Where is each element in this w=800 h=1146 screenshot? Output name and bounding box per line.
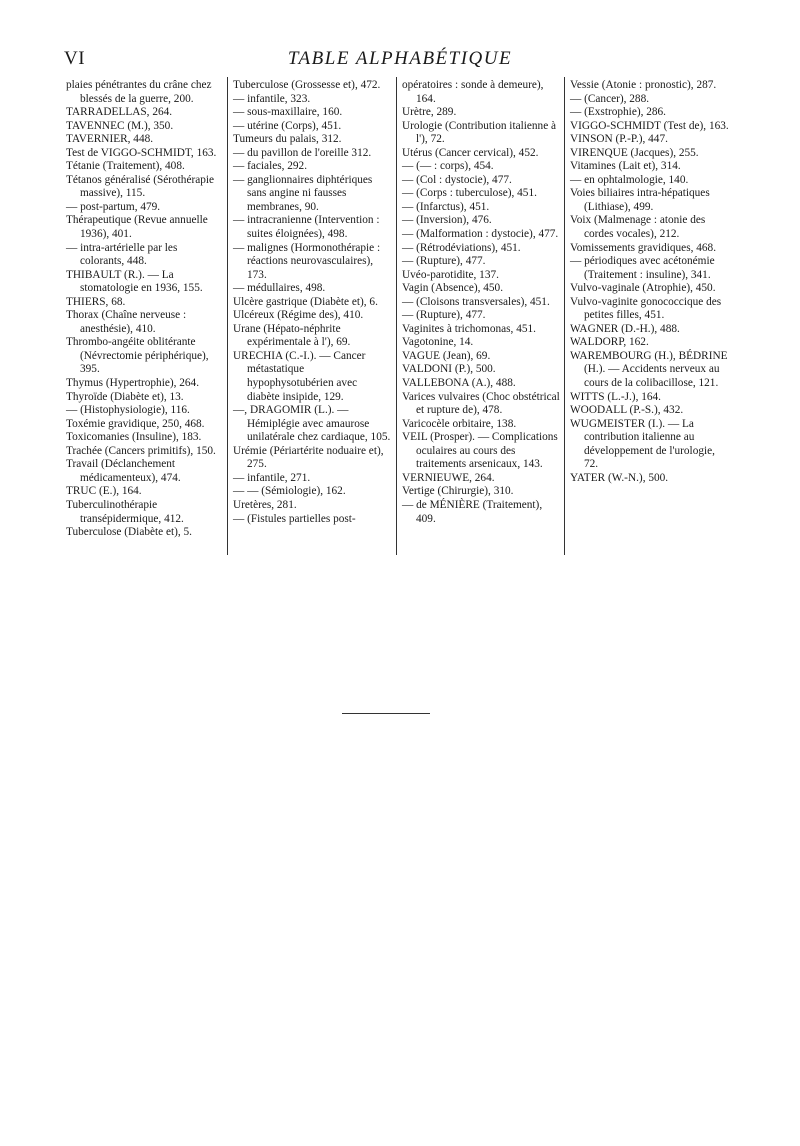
index-entry: — infantile, 271. bbox=[233, 471, 311, 484]
index-entry: Tétanie (Traitement), 408. bbox=[66, 160, 185, 173]
index-entry: — (Rupture), 477. bbox=[402, 255, 486, 268]
index-entry: — de MÉNIÈRE (Traitement), 409. bbox=[402, 498, 543, 525]
index-entry: Tuberculinothérapie transépidermique, 412. bbox=[66, 498, 184, 525]
column-divider bbox=[564, 77, 565, 555]
index-entry: VINSON (P.-P.), 447. bbox=[570, 133, 668, 146]
index-entry: Voies biliaires intra-hépatiques (Lithiase), 499. bbox=[570, 187, 710, 213]
index-entry: — (Cancer), 288. bbox=[570, 92, 650, 105]
index-entry: Trachée (Cancers primitifs), 150. bbox=[66, 444, 216, 457]
index-entry: VALDONI (P.), 500. bbox=[402, 363, 496, 376]
index-entry: Tumeurs du palais, 312. bbox=[233, 133, 342, 146]
index-entry: WUGMEISTER (I.). — La contribution italienne au développement de l'urologie, 72. bbox=[570, 417, 715, 471]
index-entry: WALDORP, 162. bbox=[570, 336, 649, 349]
index-column-2 bbox=[233, 79, 392, 526]
index-entry: Vitamines (Lait et), 314. bbox=[570, 160, 681, 173]
index-entry: — du pavillon de l'oreille 312. bbox=[233, 146, 372, 159]
index-entry: Urane (Hépato-néphrite expérimentale à l'), 69. bbox=[233, 322, 351, 349]
index-entry: — périodiques avec acétonémie (Traitement : insuline), 341. bbox=[570, 255, 715, 281]
index-entry: Urètre, 289. bbox=[402, 106, 457, 119]
index-entry: WITTS (L.-J.), 164. bbox=[570, 390, 661, 403]
index-entry: YATER (W.-N.), 500. bbox=[570, 471, 669, 484]
index-entry: — ganglionnaires diphtériques sans angine ni fausses membranes, 90. bbox=[233, 173, 373, 213]
index-entry: — post-partum, 479. bbox=[66, 200, 161, 213]
index-entry: — infantile, 323. bbox=[233, 92, 311, 105]
index-entry: TRUC (E.), 164. bbox=[66, 485, 142, 498]
index-entry: Ulcère gastrique (Diabète et), 6. bbox=[233, 295, 378, 308]
index-entry: — — (Sémiologie), 162. bbox=[233, 485, 346, 498]
column-divider bbox=[396, 77, 397, 555]
index-entry: TAVERNIER, 448. bbox=[66, 133, 154, 146]
index-entry: — (Cloisons transversales), 451. bbox=[402, 295, 550, 308]
index-entry: — malignes (Hormonothérapie : réactions neurovasculaires), 173. bbox=[233, 241, 381, 281]
index-entry: Vaginites à trichomonas, 451. bbox=[402, 322, 536, 335]
index-entry: —, DRAGOMIR (L.). — Hémiplégie avec amaurose unilatérale chez cardiaque, 105. bbox=[233, 404, 391, 444]
index-entry: Vertige (Chirurgie), 310. bbox=[402, 485, 514, 498]
index-entry: — (Infarctus), 451. bbox=[402, 200, 490, 213]
index-entry: — (Rupture), 477. bbox=[402, 309, 486, 322]
index-entry: — (Malformation : dystocie), 477. bbox=[402, 228, 559, 241]
index-entry: Uretères, 281. bbox=[233, 498, 297, 511]
page-number: VI bbox=[64, 48, 86, 69]
index-entry: — (Inversion), 476. bbox=[402, 214, 492, 227]
index-entry: VALLEBONA (A.), 488. bbox=[402, 377, 516, 390]
index-entry: Test de VIGGO-SCHMIDT, 163. bbox=[66, 146, 217, 159]
index-entry: — (Corps : tuberculose), 451. bbox=[402, 187, 537, 200]
index-entry: Voix (Malmenage : atonie des cordes vocales), 212. bbox=[570, 214, 706, 241]
index-entry: — sous-maxillaire, 160. bbox=[233, 106, 343, 119]
end-rule bbox=[342, 713, 430, 714]
index-entry: — en ophtalmologie, 140. bbox=[570, 173, 689, 186]
index-entry: URECHIA (C.-I.). — Cancer métastatique hypophysotubérien avec diabète insipide, 129. bbox=[233, 349, 366, 403]
index-column-1 bbox=[66, 79, 222, 540]
index-entry: — (Exstrophie), 286. bbox=[570, 106, 667, 119]
index-entry: Toxicomanies (Insuline), 183. bbox=[66, 431, 202, 444]
index-entry: — (Histophysiologie), 116. bbox=[66, 404, 190, 417]
index-entry: opératoires : sonde à demeure), 164. bbox=[402, 79, 544, 105]
index-entry: Urémie (Périartérite noduaire et), 275. bbox=[233, 444, 384, 471]
index-entry: WAREMBOURG (H.), BÉDRINE (H.). — Accidents nerveux au cours de la colibacillose, 121. bbox=[570, 349, 728, 390]
index-entry: — utérine (Corps), 451. bbox=[233, 119, 342, 132]
index-entry: Vulvo-vaginale (Atrophie), 450. bbox=[570, 282, 716, 295]
index-entry: Thrombo-angéite oblitérante (Névrectomie périphérique), 395. bbox=[66, 336, 209, 376]
index-entry: — (Fistules partielles post- bbox=[233, 512, 356, 525]
index-entry: VERNIEUWE, 264. bbox=[402, 471, 495, 484]
index-entry: Varicocèle orbitaire, 138. bbox=[402, 417, 517, 430]
index-entry: Thyroïde (Diabète et), 13. bbox=[66, 390, 184, 403]
index-column-4 bbox=[570, 79, 730, 485]
index-entry: Uvéo-parotidite, 137. bbox=[402, 268, 499, 281]
index-entry: VIRENQUE (Jacques), 255. bbox=[570, 146, 699, 159]
index-entry: — faciales, 292. bbox=[233, 160, 308, 173]
index-entry: Tétanos généralisé (Sérothérapie massive), 115. bbox=[66, 173, 215, 200]
index-entry: Ulcéreux (Régime des), 410. bbox=[233, 309, 364, 322]
index-entry: Utérus (Cancer cervical), 452. bbox=[402, 146, 539, 159]
index-entry: Tuberculose (Diabète et), 5. bbox=[66, 526, 193, 539]
index-entry: Thorax (Chaîne nerveuse : anesthésie), 410. bbox=[66, 309, 187, 335]
index-entry: VEIL (Prosper). — Complications oculaires au cours des traitements arsenicaux, 143. bbox=[402, 431, 558, 471]
index-entry: Vomissements gravidiques, 468. bbox=[570, 241, 717, 254]
index-entry: Vagotonine, 14. bbox=[402, 336, 474, 349]
index-entry: — intracranienne (Intervention : suites éloignées), 498. bbox=[233, 214, 380, 241]
index-entry: — (Rétrodéviations), 451. bbox=[402, 241, 521, 254]
index-entry: Toxémie gravidique, 250, 468. bbox=[66, 417, 205, 430]
index-entry: TAVENNEC (M.), 350. bbox=[66, 119, 174, 132]
index-entry: THIBAULT (R.). — La stomatologie en 1936, 155. bbox=[66, 268, 203, 295]
index-entry: Vessie (Atonie : pronostic), 287. bbox=[570, 79, 717, 91]
index-entry: — médullaires, 498. bbox=[233, 282, 326, 295]
page-title: TABLE ALPHABÉTIQUE bbox=[287, 48, 513, 69]
index-column-3 bbox=[402, 79, 560, 526]
index-entry: Varices vulvaires (Choc obstétrical et rupture de), 478. bbox=[402, 390, 560, 417]
index-entry: WOODALL (P.-S.), 432. bbox=[570, 404, 684, 417]
index-entry: VAGUE (Jean), 69. bbox=[402, 349, 491, 362]
index-entry: Urologie (Contribution italienne à l'), 72. bbox=[402, 119, 557, 146]
index-entry: WAGNER (D.-H.), 488. bbox=[570, 322, 680, 335]
column-divider bbox=[227, 77, 228, 555]
index-entry: — (Col : dystocie), 477. bbox=[402, 173, 512, 186]
index-entry: Thymus (Hypertrophie), 264. bbox=[66, 377, 200, 390]
index-entry: TARRADELLAS, 264. bbox=[66, 106, 173, 119]
index-entry: — intra-artérielle par les colorants, 448. bbox=[66, 241, 178, 268]
index-entry: THIERS, 68. bbox=[66, 295, 126, 308]
index-entry: plaies pénétrantes du crâne chez blessés de la guerre, 200. bbox=[66, 79, 212, 105]
index-entry: Vulvo-vaginite gonococcique des petites filles, 451. bbox=[570, 295, 722, 322]
index-entry: — (— : corps), 454. bbox=[402, 160, 494, 173]
index-entry: Tuberculose (Grossesse et), 472. bbox=[233, 79, 381, 91]
index-entry: VIGGO-SCHMIDT (Test de), 163. bbox=[570, 119, 729, 132]
index-entry: Travail (Déclanchement médicamenteux), 474. bbox=[66, 458, 181, 484]
index-entry: Vagin (Absence), 450. bbox=[402, 282, 504, 295]
index-entry: Thérapeutique (Revue annuelle 1936), 401. bbox=[66, 214, 208, 241]
